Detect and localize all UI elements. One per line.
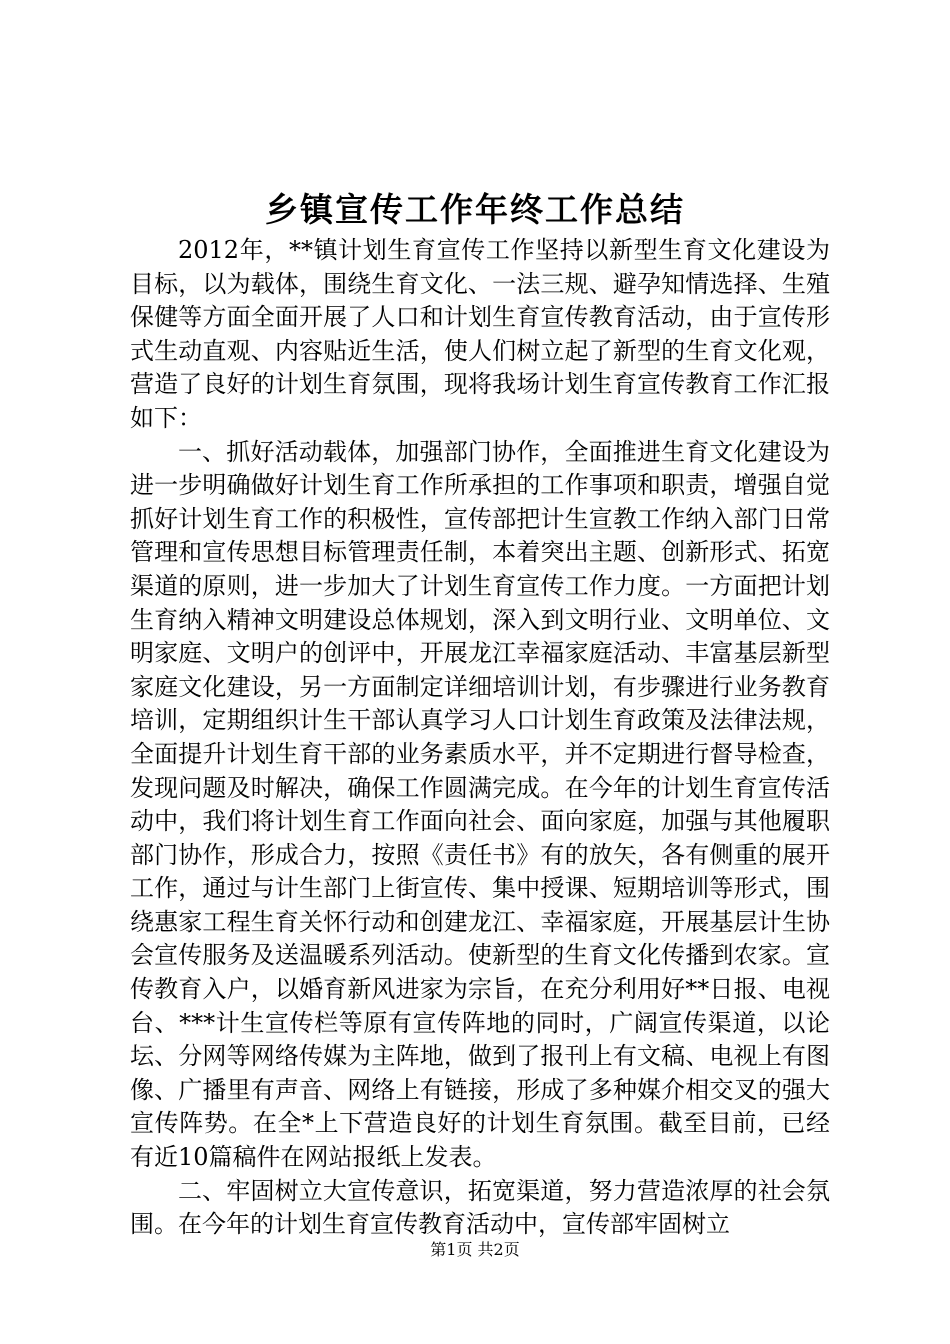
page-number-footer: 第1页 共2页 — [430, 1240, 520, 1259]
document-title: 乡镇宣传工作年终工作总结 — [265, 190, 685, 229]
paragraph-section-two: 二、牢固树立大宣传意识，拓宽渠道，努力营造浓厚的社会氛围。在今年的计划生育宣传教育活动中，宣传部牢固树立 — [130, 1176, 830, 1239]
paragraph-section-one: 一、抓好活动载体，加强部门协作，全面推进生育文化建设为进一步明确做好计划生育工作所承担的工作事项和职责，增强自觉抓好计划生育工作的积极性，宣传部把计生宣教工作纳入部门日常管理和宣传思想目标管理责任制，本着突出主题、创新形式、拓宽渠道的原则，进一步加大了计划生育宣传工作力度。一方面把计划生育纳入精神文明建设总体规划，深入到文明行业、文明单位、文明家庭、文明户的创评中，开展龙江幸福家庭活动、丰富基层新型家庭文化建设，另一方面制定详细培训计划，有步骤进行业务教育培训，定期组织计生干部认真学习人口计划生育政策及法律法规，全面提升计划生育干部的业务素质水平，并不定期进行督导检查，发现问题及时解决，确保工作圆满完成。在今年的计划生育宣传活动中，我们将计划生育工作面向社会、面向家庭，加强与其他履职部门协作，形成合力，按照《责任书》有的放矢，各有侧重的展开工作，通过与计生部门上街宣传、集中授课、短期培训等形式，围绕惠家工程生育关怀行动和创建龙江、幸福家庭，开展基层计生协会宣传服务及送温暖系列活动。使新型的生育文化传播到农家。宣传教育入户，以婚育新风进家为宗旨，在充分利用好**日报、电视台、***计生宣传栏等原有宣传阵地的同时，广阔宣传渠道，以论坛、分网等网络传媒为主阵地，做到了报刊上有文稿、电视上有图像、广播里有声音、网络上有链接，形成了多种媒介相交叉的强大宣传阵势。在全*上下营造良好的计划生育氛围。截至目前，已经有近10篇稿件在网站报纸上发表。 — [130, 437, 830, 1172]
paragraph-intro: 2012年，**镇计划生育宣传工作坚持以新型生育文化建设为目标，以为载体，围绕生育文化、一法三规、避孕知情选择、生殖保健等方面全面开展了人口和计划生育宣传教育活动，由于宣传形式生动直观、内容贴近生活，使人们树立起了新型的生育文化观，营造了良好的计划生育氛围，现将我场计划生育宣传教育工作汇报如下： — [130, 236, 830, 432]
document-body — [130, 234, 830, 1242]
